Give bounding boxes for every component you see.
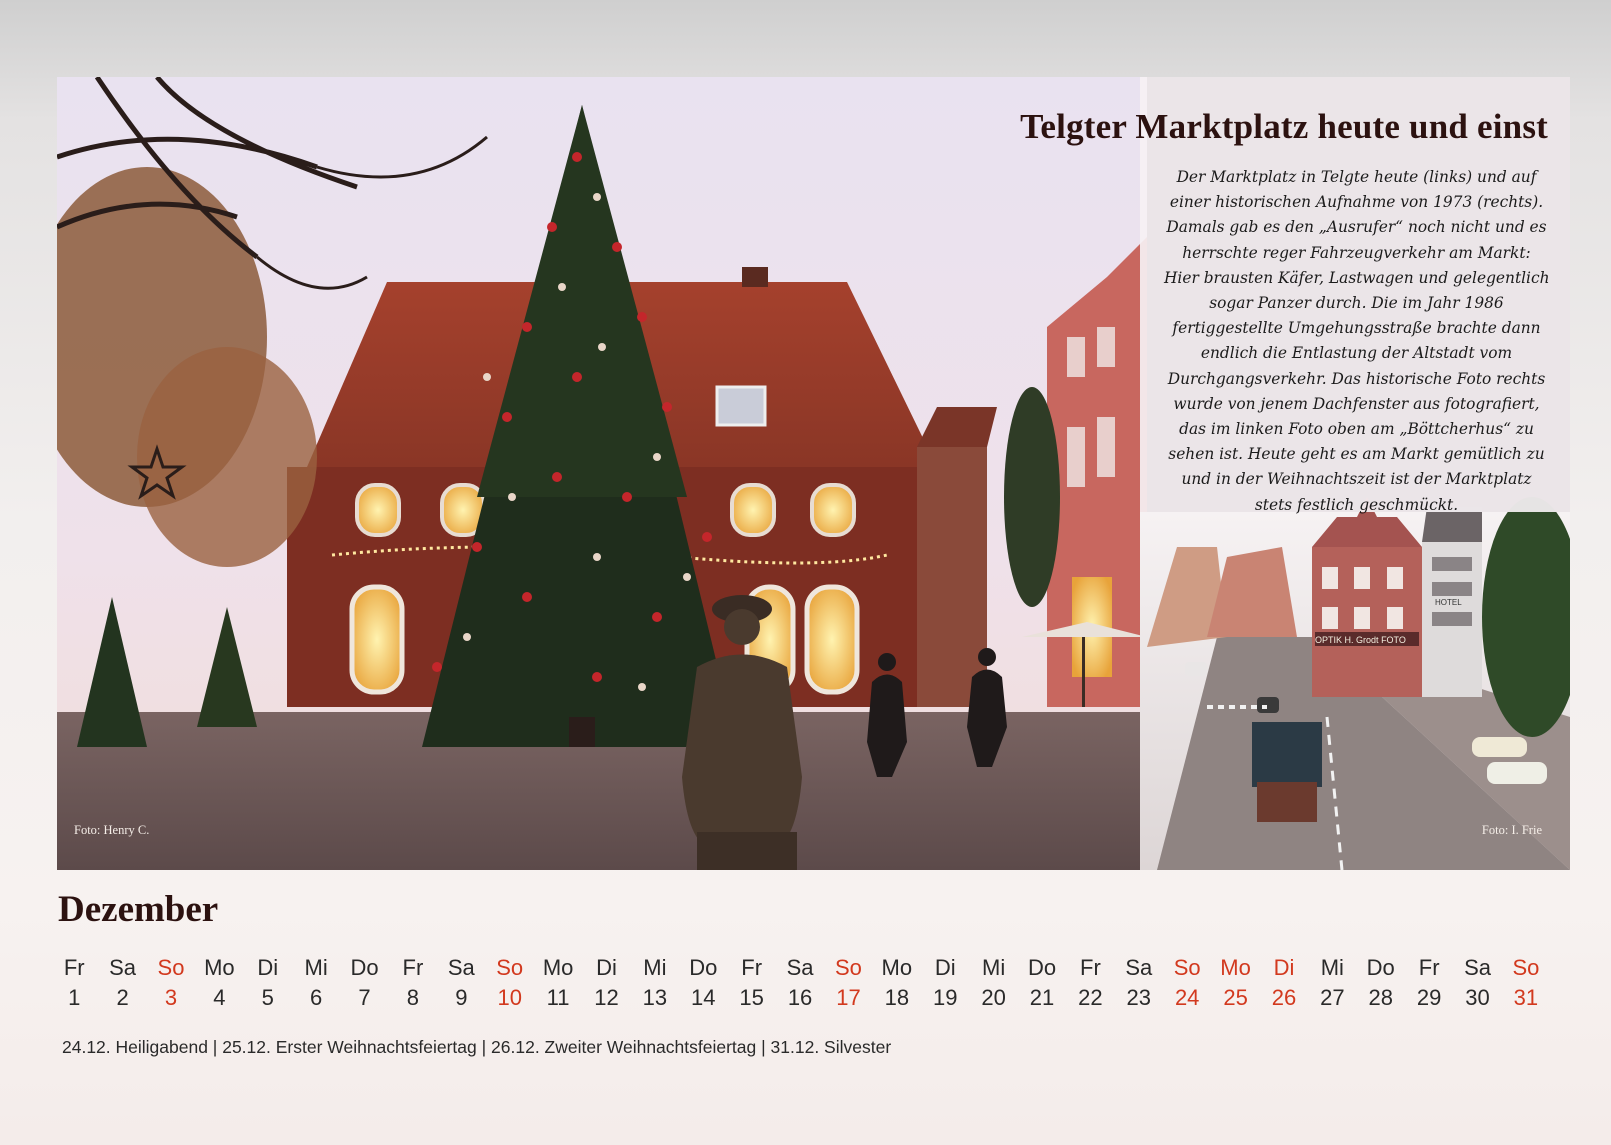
weekday-label: Sa: [1125, 955, 1153, 980]
day-number: 15: [739, 985, 764, 1010]
description-line: sehen ist. Heute geht es am Markt gemütlich zu: [1168, 445, 1545, 464]
calendar-day: [824, 953, 872, 1013]
calendar-day: [921, 953, 969, 1013]
weekday-label: So: [1512, 955, 1540, 980]
weekday-label: Sa: [109, 955, 137, 980]
calendar-day: [582, 953, 630, 1013]
weekday-label: Mi: [304, 955, 328, 980]
calendar-day: [1260, 953, 1308, 1013]
calendar-day: [1018, 953, 1066, 1013]
day-number: 19: [932, 985, 958, 1010]
calendar-day: [534, 953, 582, 1013]
day-number: 7: [358, 985, 371, 1010]
description-line: fertiggestellte Umgehungsstraße brachte dann: [1172, 319, 1541, 338]
weekday-label: So: [1173, 955, 1201, 980]
weekday-label: Di: [257, 955, 279, 980]
weekday-label: Mo: [1220, 955, 1251, 980]
photo-credit-left: Foto: Henry C.: [74, 823, 150, 837]
holiday-list: 24.12. Heiligabend | 25.12. Erster Weihnachtsfeiertag | 26.12. Zweiter Weihnachtsfeiertag | 31.12. Silvester: [62, 1037, 892, 1057]
weekday-label: Mi: [982, 955, 1006, 980]
weekday-label: Fr: [1418, 955, 1440, 980]
day-number: 12: [594, 985, 619, 1010]
day-number: 26: [1271, 985, 1297, 1010]
weekday-label: Di: [596, 955, 617, 980]
weekday-label: Fr: [63, 955, 85, 980]
calendar-day: [969, 953, 1017, 1013]
calendar-day: [1357, 953, 1405, 1013]
weekday-label: Mi: [643, 955, 667, 980]
day-number: 24: [1174, 985, 1200, 1010]
weekday-label: Mi: [1320, 955, 1344, 980]
weekday-label: Fr: [1080, 955, 1101, 980]
weekday-label: Do: [1366, 955, 1395, 980]
day-number: 11: [546, 985, 570, 1010]
calendar-day: [50, 953, 98, 1013]
day-number: 25: [1223, 985, 1248, 1010]
calendar-day: [98, 953, 146, 1013]
day-number: 22: [1078, 985, 1103, 1010]
day-number: 13: [642, 985, 668, 1010]
weekday-label: Di: [934, 955, 956, 980]
day-number: 6: [310, 985, 323, 1010]
day-number: 5: [261, 985, 274, 1010]
day-number: 16: [787, 985, 813, 1010]
description-line: wurde von jenem Dachfenster aus fotografiert,: [1173, 394, 1540, 413]
photo-credit-right: Foto: I. Frie: [1481, 823, 1542, 837]
weekday-label: Fr: [402, 955, 424, 980]
weekday-label: Di: [1273, 955, 1295, 980]
weekday-label: Sa: [447, 955, 475, 980]
calendar-day: [389, 953, 437, 1013]
weekday-label: So: [157, 955, 185, 980]
modern-photo: [57, 77, 1147, 870]
description-line: Hier brausten Käfer, Lastwagen und gelegentlich: [1164, 268, 1550, 287]
calendar-day: [437, 953, 485, 1013]
day-number: 8: [406, 985, 420, 1010]
day-number: 3: [164, 985, 178, 1010]
day-number: 29: [1416, 985, 1442, 1010]
day-number: 20: [981, 985, 1006, 1010]
calendar-day: [292, 953, 340, 1013]
day-number: 10: [497, 985, 522, 1010]
calendar-day: [776, 953, 824, 1013]
weekday-label: So: [834, 955, 862, 980]
description-line: Damals gab es den „Ausrufer“ noch nicht und es: [1166, 218, 1547, 237]
month-title: Dezember: [58, 889, 219, 930]
calendar-day: [1502, 953, 1550, 1013]
calendar-day: [631, 953, 679, 1013]
calendar-day: [727, 953, 775, 1013]
weekday-label: Mo: [881, 955, 913, 980]
description-line: stets festlich geschmückt.: [1254, 495, 1459, 514]
calendar-day: [486, 953, 534, 1013]
weekday-label: Do: [350, 955, 379, 980]
day-number: 23: [1126, 985, 1152, 1010]
day-number: 9: [455, 985, 468, 1010]
historic-photo: [1140, 497, 1570, 870]
day-number: 27: [1320, 985, 1345, 1010]
day-number: 17: [836, 985, 861, 1010]
weekday-label: So: [496, 955, 524, 980]
calendar-day: [1405, 953, 1453, 1013]
day-number: 14: [691, 985, 716, 1010]
weekday-label: Mo: [204, 955, 235, 980]
description-line: einer historischen Aufnahme von 1973 (rechts).: [1169, 193, 1544, 212]
calendar-day: [1115, 953, 1163, 1013]
description-line: Durchgangsverkehr. Das historische Foto rechts: [1167, 369, 1546, 388]
calendar-day: [873, 953, 921, 1013]
historic-hotel-sign: HOTEL: [1435, 598, 1462, 607]
calendar-day: [147, 953, 195, 1013]
calendar-day: [1066, 953, 1114, 1013]
day-number: 30: [1465, 985, 1490, 1010]
weekday-label: Sa: [1464, 955, 1491, 980]
calendar-day: [1453, 953, 1501, 1013]
description-line: und in der Weihnachtszeit ist der Marktplatz: [1181, 470, 1532, 489]
description-line: sogar Panzer durch. Die im Jahr 1986: [1209, 294, 1504, 313]
calendar-days: [50, 953, 1550, 1013]
day-number: 1: [68, 985, 81, 1010]
day-number: 28: [1368, 985, 1393, 1010]
description-line: endlich die Entlastung der Altstadt vom: [1200, 344, 1513, 363]
weekday-label: Sa: [786, 955, 814, 980]
calendar-day: [244, 953, 292, 1013]
calendar-day: [1308, 953, 1356, 1013]
weekday-label: Mo: [542, 955, 574, 980]
photo-collage: [57, 77, 1570, 870]
weekday-label: Fr: [741, 955, 763, 980]
weekday-label: Do: [689, 955, 718, 980]
page-title: Telgter Marktplatz heute und einst: [1020, 107, 1548, 146]
calendar-day: [195, 953, 243, 1013]
calendar-day: [679, 953, 727, 1013]
calendar-day: [340, 953, 388, 1013]
description-line: das im linken Foto oben am „Böttcherhus“ zu: [1179, 420, 1534, 439]
day-number: 21: [1029, 985, 1055, 1010]
day-number: 18: [884, 985, 910, 1010]
calendar-day: [1211, 953, 1259, 1013]
day-number: 2: [116, 985, 129, 1010]
description-line: Der Marktplatz in Telgte heute (links) und auf: [1176, 168, 1537, 186]
day-number: 31: [1513, 985, 1539, 1010]
photo-description: [1164, 165, 1549, 518]
historic-shop-sign: OPTIK H. Grodt FOTO: [1315, 635, 1406, 645]
day-number: 4: [213, 985, 226, 1010]
calendar-day: [1163, 953, 1211, 1013]
weekday-label: Do: [1027, 955, 1057, 980]
description-line: herrschte reger Fahrzeugverkehr am Markt:: [1182, 243, 1531, 262]
